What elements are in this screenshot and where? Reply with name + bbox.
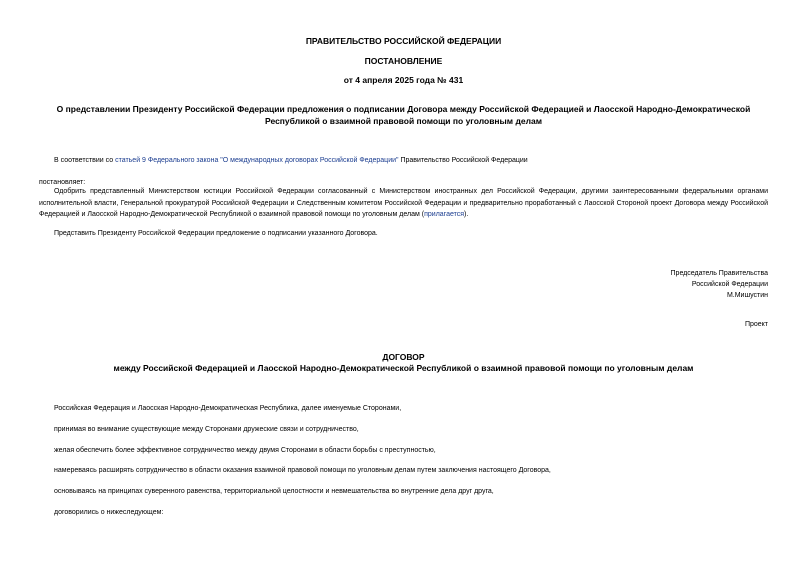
postanovlyaet: постановляет: bbox=[39, 179, 86, 186]
date-number: от 4 апреля 2025 года № 431 bbox=[343, 75, 464, 85]
attachment-link[interactable]: прилагается bbox=[424, 211, 465, 218]
signature-line2: Российской Федерации bbox=[691, 281, 768, 288]
decree-item-1 bbox=[39, 186, 768, 221]
treaty-paragraph: Российская Федерация и Лаосская Народно-Демократическая Республика, далее именуемые Сторонами, bbox=[54, 405, 402, 412]
org-title: ПРАВИТЕЛЬСТВО РОССИЙСКОЙ ФЕДЕРАЦИИ bbox=[305, 36, 502, 46]
law-link[interactable]: статьей 9 Федерального закона "О международных договорах Российской Федерации" bbox=[115, 157, 399, 164]
treaty-paragraph: договорились о нижеследующем: bbox=[54, 509, 164, 516]
decree-item-1-text: Одобрить представленный Министерством юстиции Российской Федерации согласованный с Министерством иностранных дел Российской Федерации, другими заинтересованными федеральными органами исполнительной власти, Генеральной прокуратурой Российской Федерации и Следственным комитетом Российской Федерации и предварительно проработанный с Лаосской Стороной проект Договора между Российской Федерацией и Лаосской Народно-Демократической Республикой о взаимной правовой помощи по уголовным делам ( bbox=[39, 188, 768, 218]
doc-type: ПОСТАНОВЛЕНИЕ bbox=[364, 56, 443, 66]
signature-name: М.Мишустин bbox=[726, 292, 768, 299]
treaty-paragraph: принимая во внимание существующие между Сторонами дружеские связи и сотрудничество, bbox=[54, 426, 359, 433]
treaty-paragraph: намереваясь расширять сотрудничество в области оказания взаимной правовой помощи по уголовным делам путем заключения настоящего Договора, bbox=[54, 467, 551, 474]
decree-item-1-end: ). bbox=[464, 211, 469, 218]
preamble bbox=[54, 156, 528, 166]
treaty-heading: ДОГОВОР bbox=[382, 352, 425, 362]
treaty-paragraph: основываясь на принципах суверенного равенства, территориальной целостности и невмешательства во внутренние дела друг друга, bbox=[54, 488, 494, 495]
preamble-prefix: В соответствии со bbox=[54, 157, 116, 164]
treaty-subheading: между Российской Федерацией и Лаосской Народно-Демократической Республикой о взаимной правовой помощи по уголовным делам bbox=[113, 363, 694, 373]
doc-title-line1: О представлении Президенту Российской Федерации предложения о подписании Договора между Российской Федерацией и Лаосской Народно-Демократической bbox=[56, 104, 751, 114]
preamble-suffix: Правительство Российской Федерации bbox=[398, 157, 528, 164]
signature-line1: Председатель Правительства bbox=[670, 270, 768, 277]
treaty-paragraph: желая обеспечить более эффективное сотрудничество между двумя Сторонами в области борьбы с преступностью, bbox=[54, 447, 436, 454]
doc-title-line2: Республикой о взаимной правовой помощи по уголовным делам bbox=[265, 116, 542, 126]
decree-item-2: Представить Президенту Российской Федерации предложение о подписании указанного Договора. bbox=[54, 230, 378, 237]
project-label: Проект bbox=[744, 321, 768, 328]
